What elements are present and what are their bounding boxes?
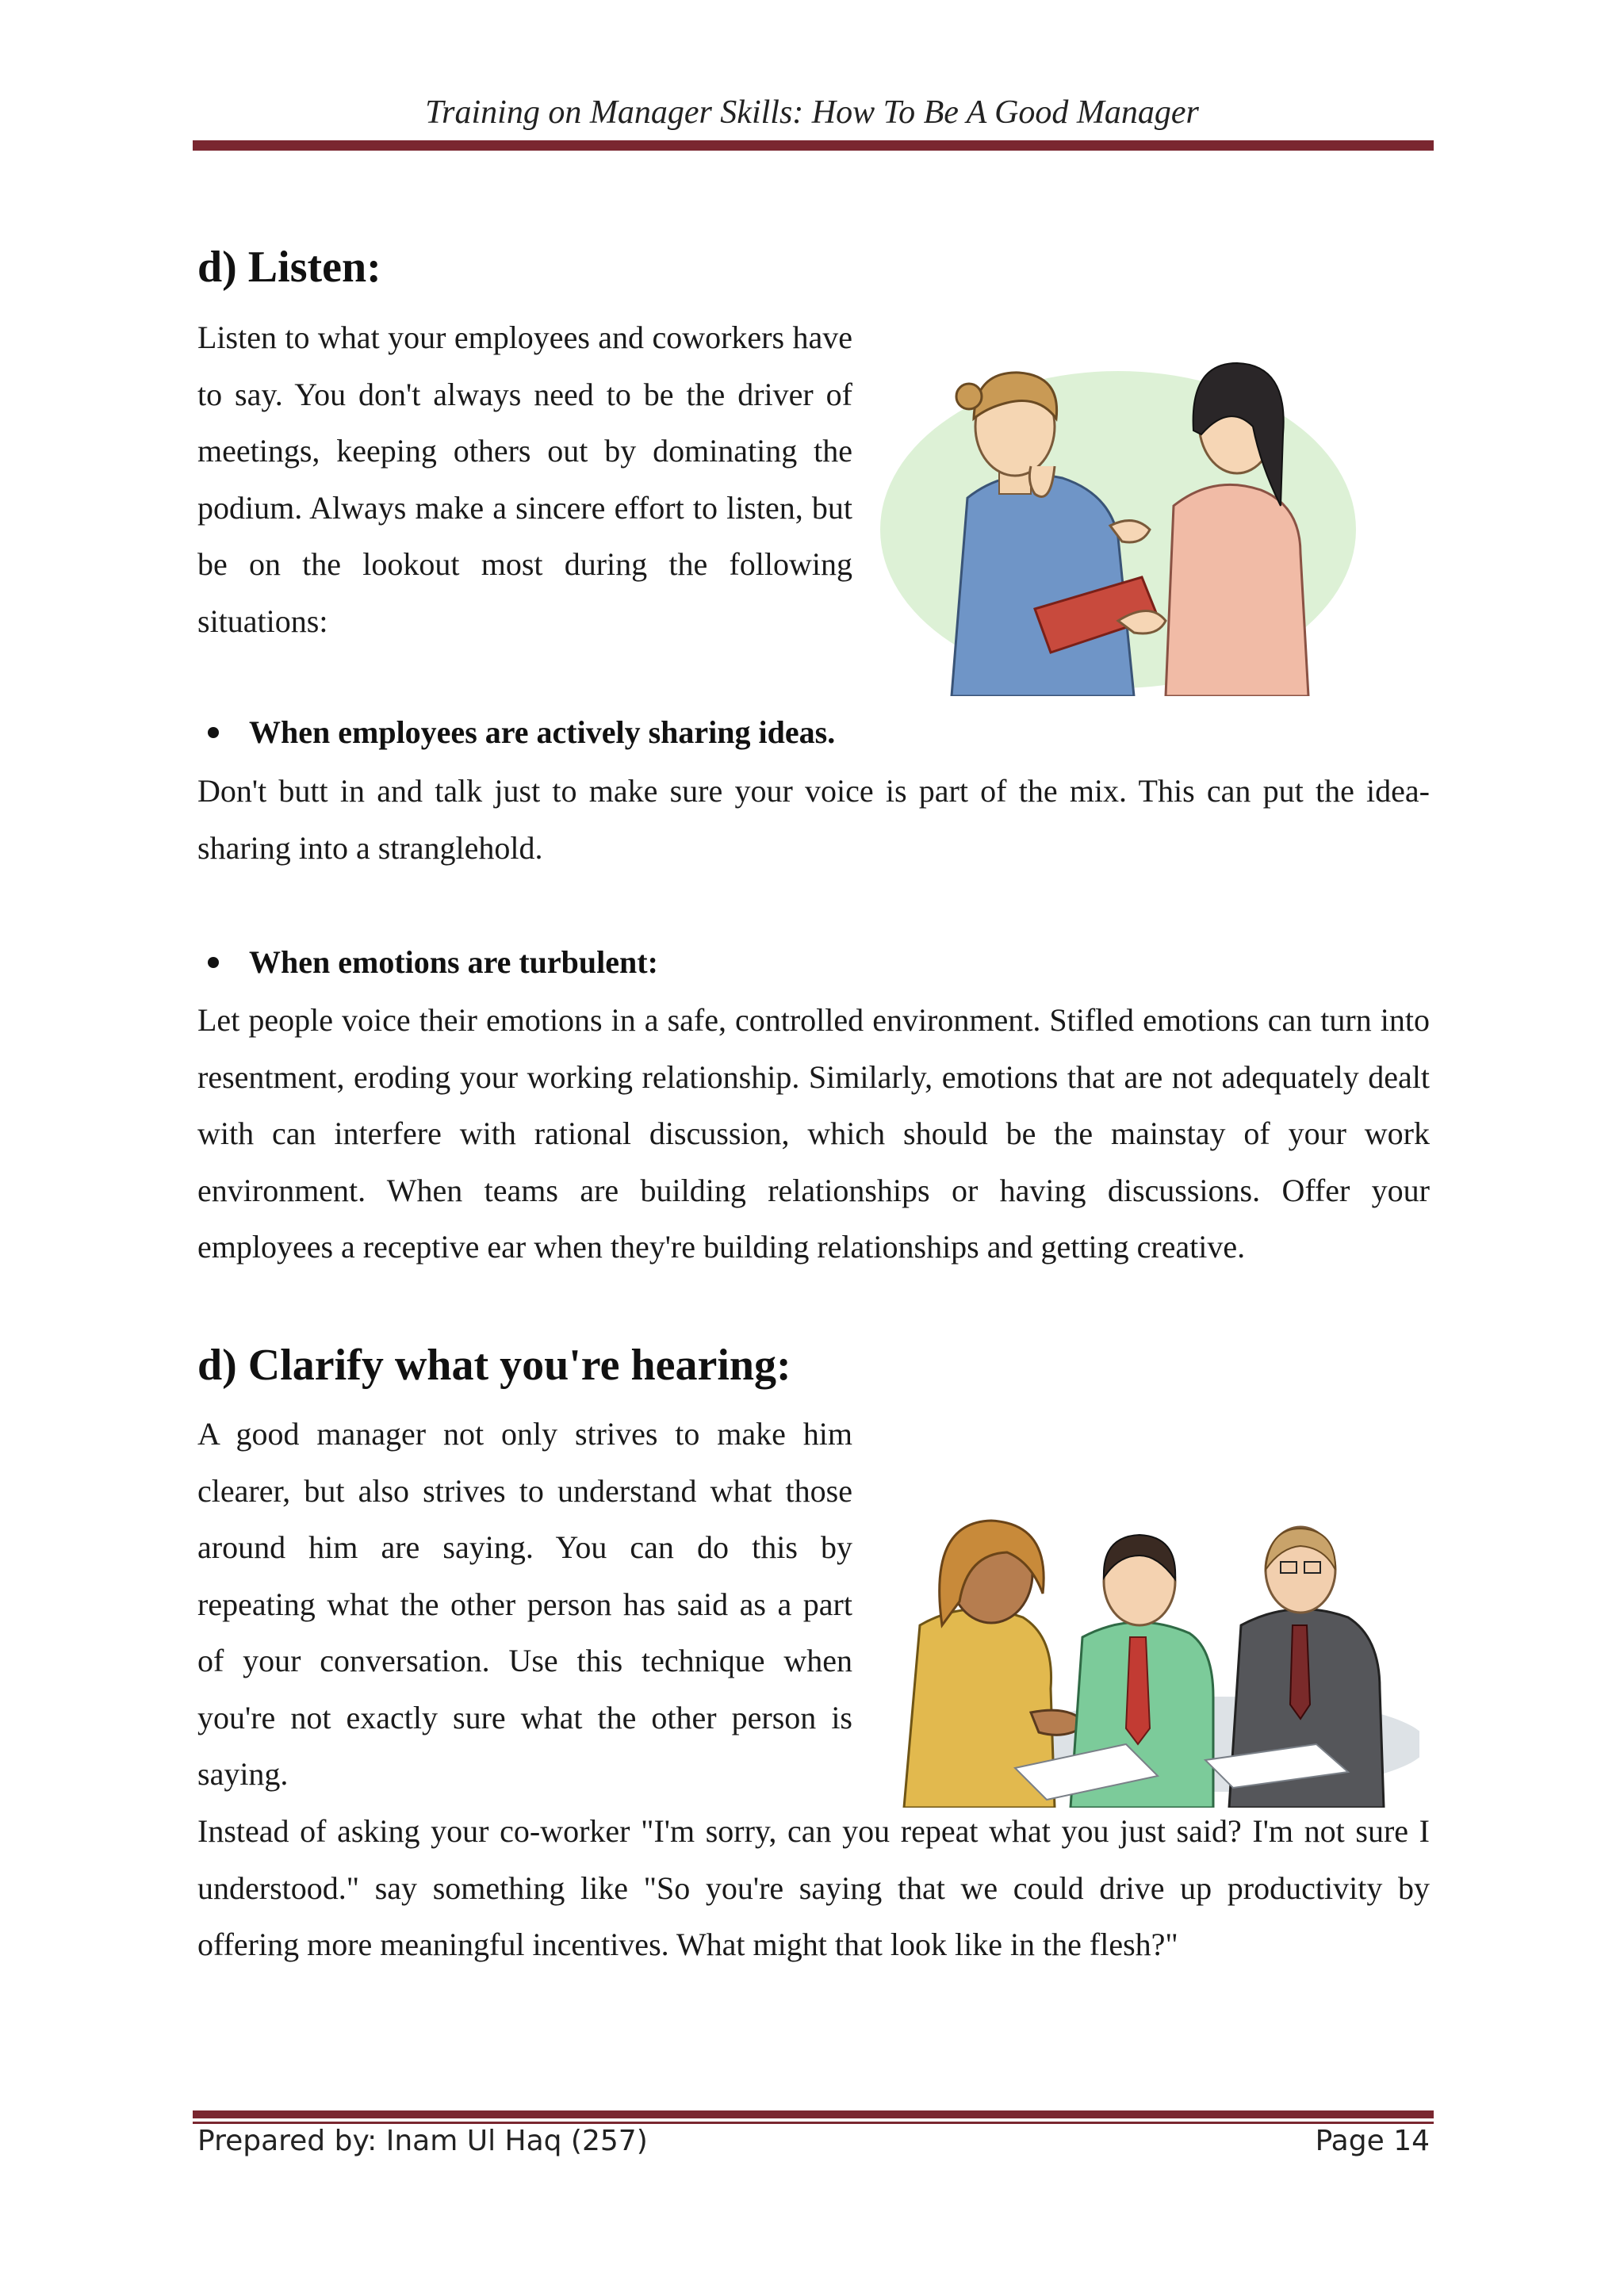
meeting-three-people-illustration: [872, 1506, 1419, 1808]
bullet-heading: [197, 943, 658, 981]
bullet-dot-icon: [208, 727, 219, 738]
footer-prepared-by: Prepared by: Inam Ul Haq (257): [197, 2125, 648, 2157]
running-header: Training on Manager Skills: How To Be A Good Manager: [425, 94, 1199, 131]
footer-rule: [193, 2110, 1434, 2124]
bullet-title: When emotions are turbulent:: [249, 944, 658, 980]
two-women-talking-illustration: [880, 347, 1419, 696]
listen-intro-paragraph: Listen to what your employees and coworkers have to say. You don't always need to be the driver of meetings, keeping others out by dominating the podium. Always make a sincere effort to listen, but be on the lookout most during the following situations:: [197, 320, 852, 639]
section-heading-listen: d) Listen:: [197, 243, 381, 292]
bullet-body: Don't butt in and talk just to make sure your voice is part of the mix. This can put the idea-sharing into a stranglehold.: [197, 773, 1430, 866]
bullet-dot-icon: [208, 957, 219, 968]
bullet-heading: [197, 714, 835, 751]
page-footer: [197, 2125, 1430, 2157]
bullet-body: Let people voice their emotions in a safe, controlled environment. Stifled emotions can turn into resentment, eroding your working relationship. Similarly, emotions that are not adequately dealt with can interfere with rational discussion, which should be the mainstay of your work environment. When teams are building relationships or having discussions. Offer your employees a receptive ear when they're building relationships and getting creative.: [197, 1002, 1430, 1265]
footer-page-number: Page 14: [1315, 2125, 1430, 2157]
clarify-example-paragraph: Instead of asking your co-worker "I'm sorry, can you repeat what you just said? I'm not sure I understood." say something like "So you're saying that we could drive up productivity by offering more meaningful incentives. What might that look like in the flesh?": [197, 1813, 1430, 1962]
header-rule: [193, 137, 1434, 151]
bullet-title: When employees are actively sharing ideas.: [249, 714, 836, 750]
section-heading-clarify: d) Clarify what you're hearing:: [197, 1341, 791, 1390]
clarify-intro-paragraph: A good manager not only strives to make him clearer, but also strives to understand what those around him are saying. You can do this by repeating what the other person has said as a part of your conversation. Use this technique when you're not exactly sure what the other person is saying.: [197, 1416, 852, 1792]
